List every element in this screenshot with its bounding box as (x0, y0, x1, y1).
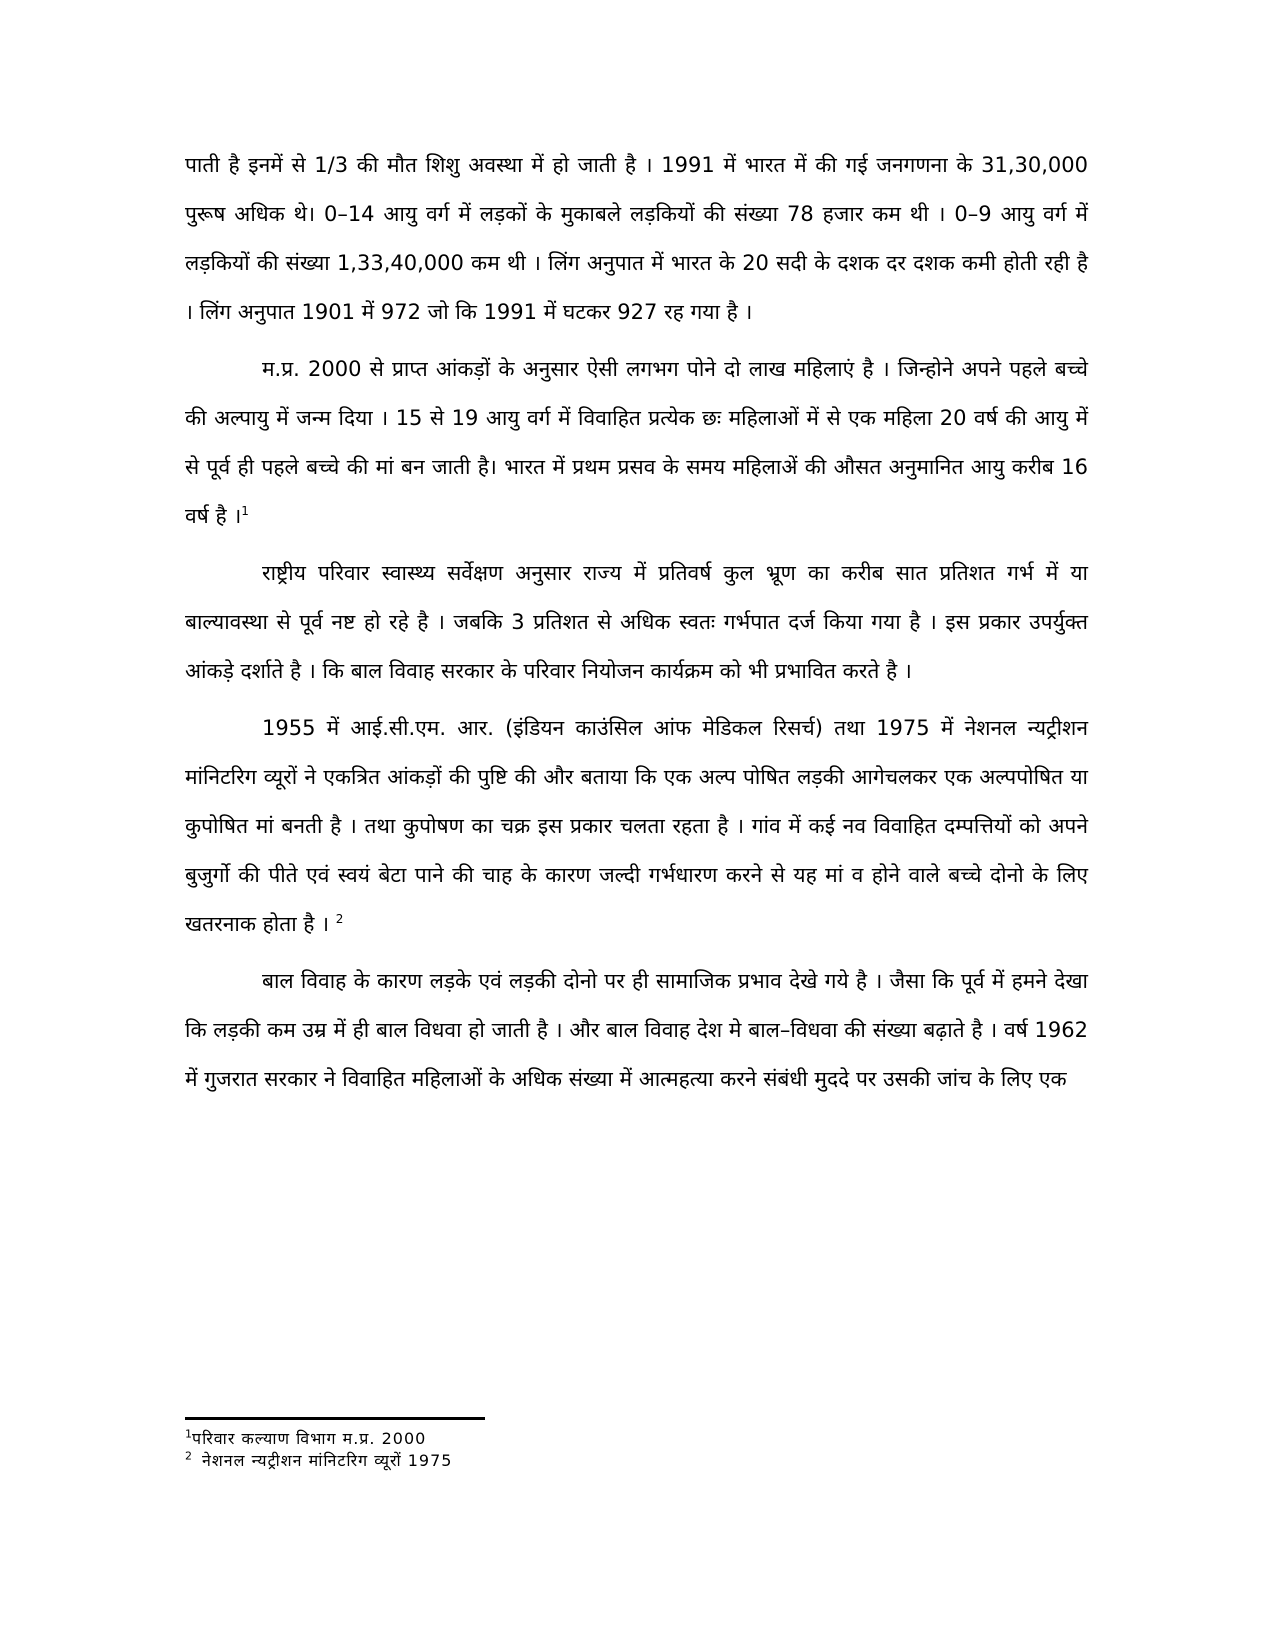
footnote-2-text: नेशनल न्यट्रीशन मांनिटरिग व्यूरों 1975 (202, 1451, 453, 1470)
footnote-2-mark: 2 (185, 1449, 192, 1463)
paragraph-3-text: राष्ट्रीय परिवार स्वास्थ्य सर्वेक्षण अनुसार राज्य में प्रतिवर्ष कुल भ्रूण का करीब सात प्रतिशत गर्भ में या बाल्यावस्था से पूर्व नष्ट हो रहे है । जबकि 3 प्रतिशत से अधिक स्वतः गर्भपात दर्ज किया गया है । इस प्रकार उपर्युक्त आंकड़े दर्शाते है । कि बाल विवाह सरकार के परिवार नियोजन कार्यक्रम को भी प्रभावित करते है । (185, 561, 1088, 683)
footnotes (185, 1428, 885, 1472)
footnote-1-text: परिवार कल्याण विभाग म.प्र. 2000 (192, 1429, 427, 1448)
footnote-ref-1[interactable]: 1 (241, 504, 249, 518)
body-text (185, 141, 1088, 1112)
paragraph-1 (185, 141, 1088, 337)
paragraph-5-text: बाल विवाह के कारण लड़के एवं लड़की दोनो पर ही सामाजिक प्रभाव देखे गये है । जैसा कि पूर्व में हमने देखा कि लड़की कम उम्र में ही बाल विधवा हो जाती है । और बाल विवाह देश मे बाल–विधवा की संख्या बढ़ाते है । वर्ष 1962 में गुजरात सरकार ने विवाहित महिलाओं के अधिक संख्या में आत्महत्या करने संबंधी मुददे पर उसकी जांच के लिए एक (185, 969, 1088, 1091)
footnote-ref-2[interactable]: 2 (335, 912, 344, 926)
paragraph-2-text: म.प्र. 2000 से प्राप्त आंकड़ों के अनुसार ऐसी लगभग पोने दो लाख महिलाएं है । जिन्होने अपने पहले बच्चे की अल्पायु में जन्म दिया । 15 से 19 आयु वर्ग में विवाहित प्रत्येक छः महिलाओं में से एक महिला 20 वर्ष की आयु में से पूर्व ही पहले बच्चे की मां बन जाती है। भारत में प्रथम प्रसव के समय महिलाअें की औसत अनुमानित आयु करीब 16 वर्ष है । (185, 357, 1088, 528)
paragraph-4-text: 1955 में आई.सी.एम. आर. (इंडियन काउंसिल आंफ मेडिकल रिसर्च) तथा 1975 में नेशनल न्यट्रीशन मांनिटरिग व्यूरों ने एकत्रित आंकड़ों की पुष्टि की और बताया कि एक अल्प पोषित लड़की आगेचलकर एक अल्पपोषित या कुपोषित मां बनती है । तथा कुपोषण का चक्र इस प्रकार चलता रहता है । गांव में कई नव विवाहित दम्पत्तियों को अपने बुजुर्गो की पीते एवं स्वयं बेटा पाने की चाह के कारण जल्दी गर्भधारण करने से यह मां व होने वाले बच्चे दोनो के लिए खतरनाक होता है । (185, 716, 1088, 936)
paragraph-3 (185, 549, 1088, 696)
paragraph-2 (185, 345, 1088, 541)
footnote-1 (185, 1428, 885, 1450)
paragraph-5 (185, 957, 1088, 1104)
paragraph-4 (185, 704, 1088, 949)
paragraph-1-text: पाती है इनमें से 1/3 की मौत शिशु अवस्था में हो जाती है । 1991 में भारत में की गई जनगणना के 31,30,000 पुरूष अधिक थे। 0–14 आयु वर्ग में लड़कों के मुकाबले लड़कियों की संख्या 78 हजार कम थी । 0–9 आयु वर्ग में लड़कियों की संख्या 1,33,40,000 कम थी । लिंग अनुपात में भारत के 20 सदी के दशक दर दशक कमी होती रही है । लिंग अनुपात 1901 में 972 जो कि 1991 में घटकर 927 रह गया है । (185, 153, 1088, 324)
footnote-2 (185, 1450, 885, 1472)
footnote-separator (185, 1417, 485, 1420)
footnote-1-mark: 1 (185, 1427, 192, 1441)
